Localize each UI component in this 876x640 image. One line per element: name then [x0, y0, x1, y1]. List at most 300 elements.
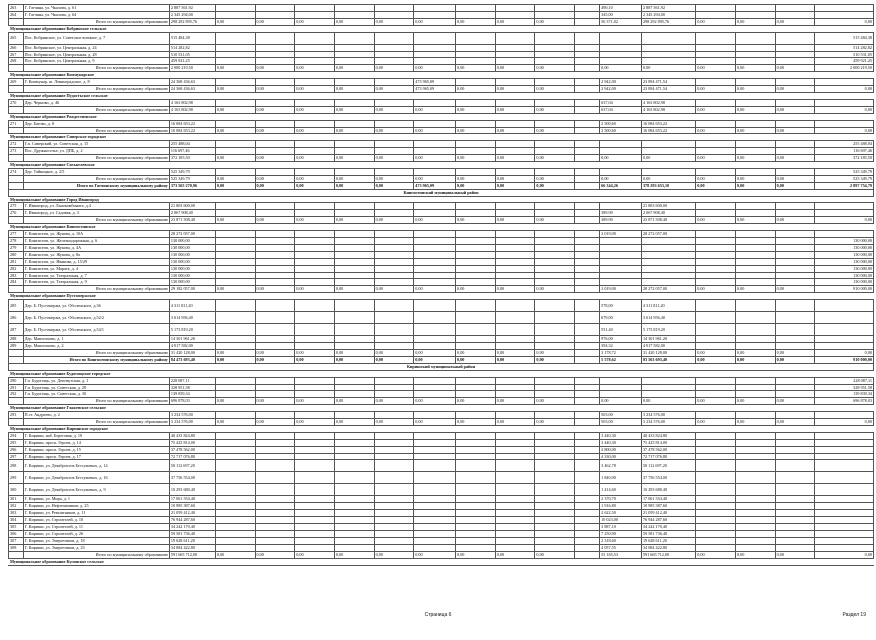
table-row	[9, 238, 874, 245]
value-cell	[456, 272, 496, 279]
value-cell: 0,00	[495, 182, 535, 189]
value-cell: 23 871 508,40	[641, 217, 695, 224]
value-cell: 0,00	[495, 217, 535, 224]
value-cell	[575, 127, 600, 134]
value-cell	[295, 244, 335, 251]
value-cell: 0,00	[295, 182, 335, 189]
value-cell	[815, 484, 874, 496]
value-cell	[641, 244, 695, 251]
value-cell	[456, 120, 496, 127]
address-cell: Г. Кириши, ул. Энергетиков, д. 18	[23, 537, 169, 544]
value-cell	[575, 286, 600, 293]
value-cell	[414, 141, 456, 148]
value-cell	[775, 300, 815, 312]
value-cell	[334, 32, 374, 44]
table-row	[9, 265, 874, 272]
value-cell: 0,00	[215, 106, 255, 113]
value-cell: 0,00	[696, 175, 736, 182]
value-cell	[696, 51, 736, 58]
value-cell	[600, 377, 642, 384]
value-cell	[456, 537, 496, 544]
value-cell	[775, 453, 815, 460]
value-cell: 0,00	[735, 182, 775, 189]
value-cell: 16 084 653,22	[169, 127, 215, 134]
value-cell	[600, 203, 642, 210]
value-cell	[495, 510, 535, 517]
value-cell	[600, 258, 642, 265]
value-cell: 130 000,00	[815, 251, 874, 258]
value-cell: 2 019,00	[600, 286, 642, 293]
value-cell	[575, 343, 600, 350]
value-cell	[535, 384, 575, 391]
value-cell	[600, 272, 642, 279]
value-cell	[535, 238, 575, 245]
value-cell	[575, 18, 600, 25]
table-row	[9, 484, 874, 496]
value-cell	[456, 251, 496, 258]
value-cell: 0,00	[414, 551, 456, 558]
value-cell	[414, 44, 456, 51]
value-cell: 255 488,04	[815, 141, 874, 148]
value-cell: 0,00	[255, 127, 295, 134]
table-row	[9, 391, 874, 398]
value-cell	[295, 510, 335, 517]
value-cell: 0,00	[535, 356, 575, 363]
value-cell: 34 084 422,80	[641, 544, 695, 551]
value-cell: 0,00	[696, 127, 736, 134]
value-cell: 72 717 076,80	[169, 453, 215, 460]
value-cell	[600, 238, 642, 245]
value-cell	[535, 168, 575, 175]
value-cell	[295, 44, 335, 51]
value-cell	[575, 203, 600, 210]
value-cell	[295, 51, 335, 58]
value-cell	[456, 300, 496, 312]
value-cell	[495, 472, 535, 484]
value-cell: 2 318,60	[600, 537, 642, 544]
value-cell	[414, 231, 456, 238]
value-cell: 4 311 811,20	[169, 300, 215, 312]
value-cell	[735, 300, 775, 312]
value-cell	[215, 148, 255, 155]
value-cell	[495, 517, 535, 524]
value-cell	[600, 244, 642, 251]
value-cell	[456, 460, 496, 472]
value-cell	[775, 537, 815, 544]
value-cell	[735, 484, 775, 496]
subtotal-row	[9, 551, 874, 558]
total-label: Итого по муниципальному образованию	[23, 217, 169, 224]
value-cell: 0,00	[215, 217, 255, 224]
subtotal-row	[9, 286, 874, 293]
value-cell	[735, 11, 775, 18]
value-cell: 0,00	[535, 419, 575, 426]
municipality-header-row	[9, 162, 874, 169]
value-cell: 24 368 436,63	[169, 86, 215, 93]
value-cell: 0,00	[775, 106, 815, 113]
value-cell	[575, 472, 600, 484]
value-cell: 372 185,50	[815, 155, 874, 162]
value-cell	[374, 168, 414, 175]
value-cell	[815, 524, 874, 531]
value-cell	[295, 446, 335, 453]
value-cell	[215, 460, 255, 472]
value-cell	[575, 517, 600, 524]
value-cell: 0,00	[295, 127, 335, 134]
row-number: 288	[9, 336, 24, 343]
value-cell	[600, 32, 642, 44]
value-cell	[255, 238, 295, 245]
value-cell: 0,00	[735, 18, 775, 25]
table-row	[9, 210, 874, 217]
value-cell	[255, 168, 295, 175]
value-cell	[535, 472, 575, 484]
value-cell	[775, 210, 815, 217]
value-cell: 0,00	[735, 106, 775, 113]
value-cell	[535, 210, 575, 217]
value-cell	[575, 65, 600, 72]
value-cell	[575, 244, 600, 251]
value-cell: 21 803 600,00	[641, 203, 695, 210]
value-cell	[775, 496, 815, 503]
value-cell	[374, 32, 414, 44]
value-cell: 578,00	[600, 300, 642, 312]
value-cell	[495, 148, 535, 155]
value-cell: 503,00	[600, 412, 642, 419]
value-cell	[456, 412, 496, 419]
value-cell	[696, 58, 736, 65]
value-cell	[775, 446, 815, 453]
row-number	[9, 398, 24, 405]
municipality-header-row	[9, 224, 874, 231]
value-cell	[334, 279, 374, 286]
value-cell	[735, 58, 775, 65]
value-cell	[255, 412, 295, 419]
value-cell: 0,00	[255, 18, 295, 25]
value-cell: 298 292 895,76	[641, 18, 695, 25]
value-cell	[215, 384, 255, 391]
value-cell	[575, 79, 600, 86]
value-cell: 14 301 961,20	[641, 336, 695, 343]
value-cell	[414, 537, 456, 544]
value-cell	[495, 496, 535, 503]
value-cell	[215, 336, 255, 343]
value-cell: 0,00	[600, 155, 642, 162]
value-cell	[575, 551, 600, 558]
value-cell	[215, 377, 255, 384]
value-cell	[735, 524, 775, 531]
value-cell: 2 942,00	[600, 86, 642, 93]
value-cell	[374, 336, 414, 343]
value-cell	[414, 324, 456, 336]
value-cell	[735, 531, 775, 538]
value-cell	[495, 210, 535, 217]
value-cell	[374, 460, 414, 472]
value-cell	[495, 460, 535, 472]
value-cell	[535, 432, 575, 439]
value-cell	[255, 51, 295, 58]
address-cell: Г. Кириши, ул. Нефтехимиков, д. 25	[23, 503, 169, 510]
value-cell	[295, 203, 335, 210]
value-cell: 0,00	[735, 175, 775, 182]
value-cell	[815, 324, 874, 336]
table-row	[9, 279, 874, 286]
value-cell: 0,00	[456, 86, 496, 93]
value-cell	[295, 544, 335, 551]
value-cell	[495, 272, 535, 279]
address-cell: Г. Кингисепп, ул. Театральная, д. 7	[23, 272, 169, 279]
value-cell	[334, 472, 374, 484]
value-cell: 0,00	[414, 155, 456, 162]
value-cell	[735, 391, 775, 398]
value-cell	[535, 300, 575, 312]
total-label: Итого по муниципальному образованию	[23, 86, 169, 93]
value-cell	[215, 531, 255, 538]
value-cell: 37 478 562,00	[169, 446, 215, 453]
value-cell	[495, 524, 535, 531]
value-cell	[334, 148, 374, 155]
value-cell: 55 165,53	[600, 551, 642, 558]
value-cell: 0,00	[495, 155, 535, 162]
value-cell	[641, 391, 695, 398]
value-cell	[735, 272, 775, 279]
subtotal-row	[9, 419, 874, 426]
value-cell: 0,00	[334, 86, 374, 93]
district-header-row	[9, 363, 874, 370]
municipality-name: Муниципальное образование Коммунарское	[9, 72, 874, 79]
value-cell: 10 293 680,40	[169, 484, 215, 496]
value-cell	[456, 446, 496, 453]
value-cell: 525 349,79	[169, 175, 215, 182]
value-cell: 0,00	[735, 86, 775, 93]
value-cell	[696, 496, 736, 503]
value-cell: 0,00	[815, 419, 874, 426]
value-cell	[735, 544, 775, 551]
value-cell: 23 894 471,54	[641, 79, 695, 86]
value-cell: 0,00	[255, 217, 295, 224]
row-number	[9, 65, 24, 72]
value-cell	[215, 300, 255, 312]
value-cell	[696, 210, 736, 217]
value-cell	[295, 300, 335, 312]
value-cell: 503,00	[600, 419, 642, 426]
value-cell	[215, 503, 255, 510]
table-row	[9, 460, 874, 472]
value-cell	[495, 531, 535, 538]
value-cell	[255, 517, 295, 524]
value-cell: 0,00	[374, 551, 414, 558]
value-cell	[575, 106, 600, 113]
value-cell	[374, 265, 414, 272]
value-cell	[374, 58, 414, 65]
value-cell: 0,00	[255, 65, 295, 72]
address-cell: Г. Кингисепп, ул. Жукова, д. 8а	[23, 251, 169, 258]
value-cell	[735, 412, 775, 419]
value-cell	[456, 58, 496, 65]
value-cell	[215, 251, 255, 258]
value-cell	[495, 537, 535, 544]
value-cell	[575, 419, 600, 426]
table-row	[9, 412, 874, 419]
value-cell: 0,00	[815, 217, 874, 224]
address-cell: Дер. Черново, д. 46	[23, 99, 169, 106]
value-cell: 0,00	[735, 286, 775, 293]
value-cell	[334, 517, 374, 524]
value-cell: 0,00	[775, 18, 815, 25]
address-cell: Г. Коммунар, ш. Ленинградское, д. 8	[23, 79, 169, 86]
value-cell	[575, 446, 600, 453]
value-cell: 34 242 170,40	[641, 524, 695, 531]
row-number: 292	[9, 391, 24, 398]
value-cell: 66 344,26	[600, 182, 642, 189]
value-cell	[295, 99, 335, 106]
table-row	[9, 300, 874, 312]
value-cell	[255, 524, 295, 531]
address-cell: Пос. Кобринское, ул. Центральная, д. 9	[23, 58, 169, 65]
value-cell: 255 488,04	[169, 141, 215, 148]
table-row	[9, 231, 874, 238]
value-cell	[414, 524, 456, 531]
row-number: 286	[9, 312, 24, 324]
row-number	[9, 182, 24, 189]
value-cell: 130 000,00	[169, 251, 215, 258]
table-row	[9, 272, 874, 279]
value-cell	[295, 11, 335, 18]
municipality-header-row	[9, 134, 874, 141]
value-cell	[735, 343, 775, 350]
value-cell	[775, 251, 815, 258]
value-cell	[735, 203, 775, 210]
value-cell	[374, 300, 414, 312]
value-cell	[215, 524, 255, 531]
value-cell	[295, 258, 335, 265]
value-cell	[215, 272, 255, 279]
value-cell	[374, 544, 414, 551]
value-cell: 24 368 436,63	[169, 79, 215, 86]
address-cell: Г. Гатчина, ул. Чкалова, д. 61	[23, 5, 169, 12]
value-cell	[600, 51, 642, 58]
value-cell	[334, 336, 374, 343]
row-number: 299	[9, 472, 24, 484]
value-cell: 679,00	[600, 312, 642, 324]
value-cell	[535, 272, 575, 279]
value-cell	[641, 251, 695, 258]
value-cell	[456, 11, 496, 18]
value-cell: 1 414,60	[600, 484, 642, 496]
value-cell	[600, 168, 642, 175]
value-cell	[535, 460, 575, 472]
value-cell	[295, 384, 335, 391]
value-cell	[414, 120, 456, 127]
value-cell	[696, 203, 736, 210]
value-cell: 0,00	[456, 398, 496, 405]
value-cell	[535, 141, 575, 148]
value-cell: 130 000,00	[169, 279, 215, 286]
value-cell	[334, 251, 374, 258]
value-cell: 0,00	[775, 86, 815, 93]
value-cell: 2 000 219,50	[815, 65, 874, 72]
value-cell	[696, 5, 736, 12]
value-cell	[374, 203, 414, 210]
value-cell: 0,00	[535, 18, 575, 25]
value-cell	[255, 44, 295, 51]
value-cell: 29 182 057,00	[169, 286, 215, 293]
value-cell	[374, 484, 414, 496]
value-cell	[215, 58, 255, 65]
value-cell: 14 301 961,20	[169, 336, 215, 343]
value-cell: 0,00	[295, 155, 335, 162]
value-cell	[696, 460, 736, 472]
value-cell	[735, 279, 775, 286]
value-cell: 0,00	[255, 155, 295, 162]
value-cell	[535, 324, 575, 336]
value-cell	[456, 432, 496, 439]
value-cell	[575, 99, 600, 106]
value-cell	[334, 141, 374, 148]
value-cell	[414, 377, 456, 384]
row-number: 290	[9, 377, 24, 384]
value-cell	[735, 5, 775, 12]
value-cell	[575, 141, 600, 148]
value-cell	[456, 148, 496, 155]
value-cell: 0,00	[374, 106, 414, 113]
table-row	[9, 5, 874, 12]
value-cell	[495, 439, 535, 446]
value-cell	[696, 453, 736, 460]
value-cell	[696, 537, 736, 544]
row-number: 303	[9, 510, 24, 517]
value-cell	[641, 32, 695, 44]
value-cell	[535, 258, 575, 265]
value-cell	[696, 238, 736, 245]
value-cell: 0,00	[495, 18, 535, 25]
value-cell	[295, 279, 335, 286]
value-cell: 0,00	[696, 86, 736, 93]
value-cell	[696, 244, 736, 251]
value-cell	[215, 203, 255, 210]
municipality-header-row	[9, 425, 874, 432]
value-cell	[334, 537, 374, 544]
value-cell: 0,00	[215, 155, 255, 162]
value-cell: 0,00	[295, 286, 335, 293]
table-row	[9, 343, 874, 350]
value-cell: 637,04	[600, 99, 642, 106]
value-cell: 0,00	[456, 182, 496, 189]
value-cell	[696, 336, 736, 343]
value-cell: 0,00	[815, 127, 874, 134]
value-cell	[215, 244, 255, 251]
value-cell	[535, 343, 575, 350]
subtotal-row	[9, 217, 874, 224]
value-cell	[414, 210, 456, 217]
value-cell: 510 531,05	[815, 51, 874, 58]
value-cell: 228 087,11	[815, 377, 874, 384]
row-number	[9, 551, 24, 558]
value-cell: 0,00	[535, 286, 575, 293]
value-cell: 0,00	[775, 65, 815, 72]
value-cell	[334, 412, 374, 419]
value-cell	[255, 472, 295, 484]
address-cell: Пос. Дружноселье, ул. ДПБ, д. 2	[23, 148, 169, 155]
subtotal-row	[9, 86, 874, 93]
value-cell	[575, 175, 600, 182]
value-cell	[535, 484, 575, 496]
value-cell: 0,00	[775, 175, 815, 182]
value-cell: 0,00	[456, 356, 496, 363]
value-cell	[334, 300, 374, 312]
value-cell	[641, 148, 695, 155]
value-cell	[456, 99, 496, 106]
